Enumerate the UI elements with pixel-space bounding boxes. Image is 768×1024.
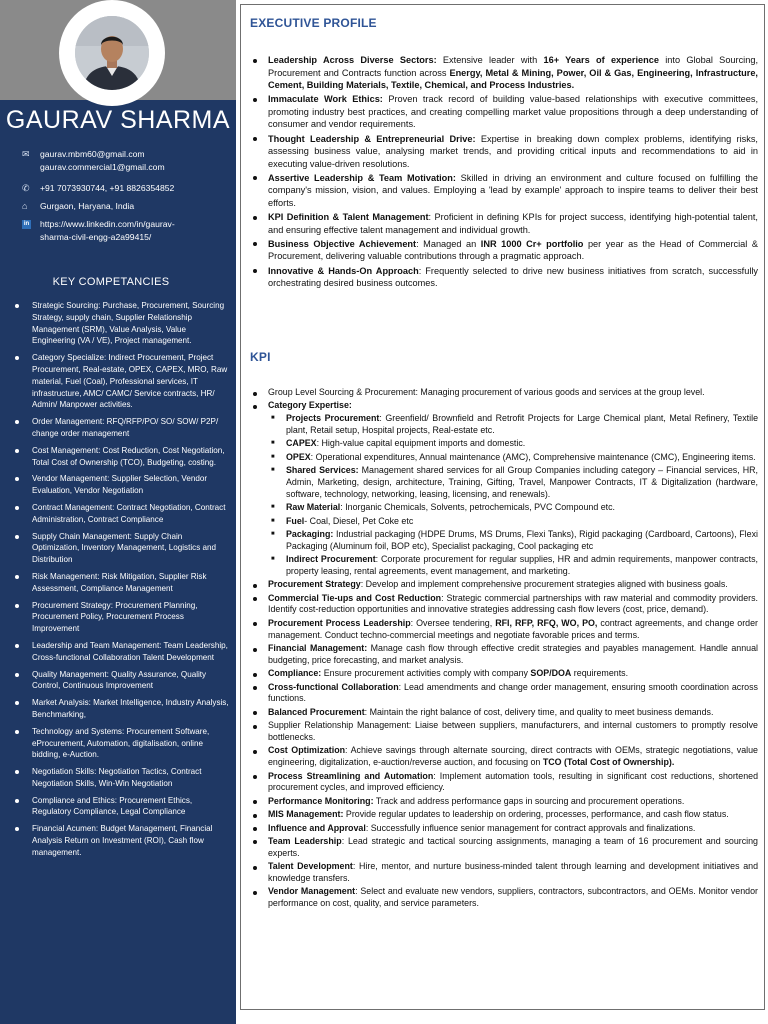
bold-text: Financial Management: xyxy=(268,643,368,654)
body-text: Provide regular updates to leadership on ordering, processes, performance, and cash flow status. xyxy=(343,809,729,820)
bold-text: Raw Material xyxy=(286,502,341,513)
bold-text: OPEX xyxy=(286,451,311,462)
bold-text: Procurement Process Leadership xyxy=(268,617,411,628)
kpi-bullet xyxy=(250,823,758,835)
category-item xyxy=(268,502,758,514)
kpi-bullet xyxy=(250,886,758,910)
body-text: - Coal, Diesel, Pet Coke etc xyxy=(304,515,414,526)
linkedin-icon: in xyxy=(23,221,30,227)
category-sublist xyxy=(268,413,758,578)
avatar-frame xyxy=(59,0,165,106)
bold-text: RFI, RFP, RFQ, WO, PO, xyxy=(495,617,598,628)
bold-text: Talent Development xyxy=(268,861,353,872)
bold-text: Team Leadership xyxy=(268,835,342,846)
linkedin-link-continued[interactable]: sharma-civil-engg-a2a99415/ xyxy=(40,232,152,242)
category-item xyxy=(268,413,758,437)
body-text: Manage cash flow through effective credit strategies and payables management. Handle annual budgeting, price forecasting, and market analysis. xyxy=(268,643,758,665)
profile-bullet xyxy=(250,238,758,263)
body-text: Extensive leader with xyxy=(436,55,544,65)
executive-profile-list xyxy=(250,54,758,291)
profile-bullet xyxy=(250,133,758,171)
competencies-heading: KEY COMPETANCIES xyxy=(52,276,170,288)
contact-block xyxy=(22,148,227,249)
body-text: : Managed an xyxy=(416,238,481,249)
kpi-bullet xyxy=(250,720,758,744)
bold-text: Cross-functional Collaboration xyxy=(268,681,399,692)
body-text: : Proficient in defining KPIs for project success, identifying high-potential talent, and ensuring effective talent management and individual growth. xyxy=(268,212,758,235)
body-text: : Develop and implement comprehensive procurement strategies aligned with business goals. xyxy=(360,579,728,590)
competency-item: Supply Chain Management: Supply Chain Optimization, Inventory Management, Logistics and Distribution xyxy=(14,531,230,566)
phone-number: +91 7073930744, +91 8826354852 xyxy=(40,183,175,193)
competency-item: Cost Management: Cost Reduction, Cost Negotiation, Total Cost of Ownership (TCO), Budgeting, costing. xyxy=(14,445,230,469)
profile-bullet xyxy=(250,172,758,210)
contact-location-row xyxy=(22,200,227,213)
competency-item: Strategic Sourcing: Purchase, Procurement, Sourcing Strategy, supply chain, Supplier Relationship Management (SRM), Value Analysis, Value Engineering (VA / VE), Project management. xyxy=(14,300,230,347)
body-text: Expertise in breaking down complex problems, identifying risks, assessing business value, analysing market trends, and providing critical inputs and recommendations to aid in executing value-driven resolutions. xyxy=(268,133,758,169)
body-text: Supplier Relationship Management: Liaise between suppliers, manufacturers, and internal customers to promptly resolve bottlenecks. xyxy=(268,720,758,743)
competency-item: Contract Management: Contract Negotiation, Contract Administration, Contract Compliance xyxy=(14,502,230,526)
category-item xyxy=(268,516,758,528)
profile-bullet xyxy=(250,93,758,131)
competency-item: Category Specialize: Indirect Procurement, Project Procurement, Real-estate, OPEX, CAPEX, MRO, Raw material, Fuel (Coal), Professional services, IT infrastructure, AMC/ CAMC/ Service contracts, HR/ Admin/ Manpower activities. xyxy=(14,352,230,411)
competencies-list xyxy=(14,300,230,864)
kpi-bullet xyxy=(250,771,758,795)
main-content xyxy=(240,4,765,1010)
bold-text: Projects Procurement xyxy=(286,413,380,424)
body-text: : Implement automation tools, resulting in significant cost reductions, shortened procurement cycles, and improved efficiency. xyxy=(268,770,759,793)
home-icon: ⌂ xyxy=(22,201,28,211)
body-text: : Inorganic Chemicals, Solvents, petrochemicals, PVC Compound etc. xyxy=(340,502,616,513)
body-text: Track and address performance gaps in sourcing and procurement operations. xyxy=(373,795,685,806)
bold-text: Fuel xyxy=(286,515,305,526)
profile-bullet xyxy=(250,265,758,290)
competency-item: Market Analysis: Market Intelligence, Industry Analysis, Benchmarking, xyxy=(14,697,230,721)
body-text: : Lead strategic and tactical sourcing assignments, managing a team of 16 procurement and sourcing experts. xyxy=(268,835,758,858)
kpi-bullet xyxy=(250,861,758,885)
kpi-bullet xyxy=(250,593,758,617)
body-text: Industrial packaging (HDPE Drums, MS Drums, Flexi Tanks), Rigid packaging (Cardboard, Cartoons), Flexi Packaging (Aluminum foil, BOP etc), Specialist packaging, Cool packaging etc xyxy=(286,528,758,551)
bold-text: MIS Management: xyxy=(268,809,344,820)
kpi-bullet xyxy=(250,707,758,719)
body-text: : High-value capital equipment imports and domestic. xyxy=(316,438,526,449)
body-text: requirements. xyxy=(571,668,629,679)
kpi-heading: KPI xyxy=(250,350,271,364)
kpi-bullet xyxy=(250,809,758,821)
category-item xyxy=(268,452,758,464)
body-text: : Hire, mentor, and nurture business-minded talent through learning and development initiatives and knowledge transfers. xyxy=(268,861,759,883)
kpi-bullet xyxy=(250,618,758,642)
bold-text: Energy, Metal & Mining, Power, Oil & Gas, Engineering, Infrastructure, Cement, Building Materials, Textile, Chemical, and Process Industries. xyxy=(268,67,758,91)
bold-text: Influence and Approval xyxy=(268,822,366,833)
body-text: : Select and evaluate new vendors, suppliers, contractors, subcontractors, and OEMs. Monitor vendor performance on cost, quality, and service parameters. xyxy=(268,886,758,909)
bold-text: Thought Leadership & Entrepreneurial Drive: xyxy=(268,133,476,144)
bold-text: Packaging: xyxy=(286,528,334,539)
bold-text: KPI Definition & Talent Management xyxy=(268,212,429,223)
bold-text: Performance Monitoring: xyxy=(268,795,374,806)
contact-phone-row xyxy=(22,182,227,195)
competency-item: Leadership and Team Management: Team Leadership, Cross-functional Collaboration Talent Development xyxy=(14,640,230,664)
bold-text: Category Expertise: xyxy=(268,400,352,411)
body-text: Management shared services for all Group Companies including category – Financial services, HR, Admin, Marketing, design, architecture, Training, Gifting, Travel, Manpower Contracts, IT & Digitalization (hardware, software, technology, networking, leasing, licensing, and renewals). xyxy=(286,465,758,499)
kpi-bullet xyxy=(250,745,758,769)
bold-text: Indirect Procurement xyxy=(286,554,376,565)
body-text: Proven track record of building value-based relationships with executive committees, promoting industry best practices, and creating compelling market value propositions through a deep understanding of consumer and vendor requirements. xyxy=(268,94,758,130)
body-text: Group Level Sourcing & Procurement: Managing procurement of various goods and services at the group level. xyxy=(268,387,705,397)
body-text: Skilled in driving an environment and culture focused on fulfilling the company's mission, vision, and values. Employing a 'lead by example' approach to inspire teams to deliver their best efforts. xyxy=(268,172,758,209)
competency-item: Negotiation Skills: Negotiation Tactics, Contract Negotiation Skills, Win-Win Negotiation xyxy=(14,766,230,790)
bold-text: Procurement Strategy xyxy=(268,579,361,590)
linkedin-link[interactable]: https://www.linkedin.com/in/gaurav- xyxy=(40,219,175,229)
bold-text: Innovative & Hands-On Approach xyxy=(268,265,419,276)
envelope-icon: ✉ xyxy=(22,149,30,159)
body-text: : Operational expenditures, Annual maintenance (AMC), Comprehensive maintenance (CMC), Engineering items. xyxy=(310,451,756,462)
bold-text: SOP/DOA xyxy=(530,668,572,679)
body-text: : Lead amendments and change order management, ensuring smooth coordination across functions. xyxy=(268,681,758,704)
kpi-bullet xyxy=(250,836,758,860)
bold-text: CAPEX xyxy=(286,438,317,449)
bold-text: TCO (Total Cost of Ownership). xyxy=(542,757,675,768)
body-text: : Frequently selected to drive new business initiatives from scratch, successfully orchestrating desired business outcomes. xyxy=(268,265,758,289)
body-text: : Strategic commercial partnerships with raw material and commodity providers. Identify cost-reduction opportunities and innovative strategies addressing cash flow levers (cost, price, demand). xyxy=(268,592,759,615)
category-item xyxy=(268,529,758,553)
bold-text: Compliance: xyxy=(268,668,322,679)
body-text: : Achieve savings through alternate sourcing, direct contracts with OEMs, strategic negotiations, value engineering, digitalization, e-auction/reverse auction, and focusing on xyxy=(268,745,758,768)
competency-item: Vendor Management: Supplier Selection, Vendor Evaluation, Vendor Negotiation xyxy=(14,473,230,497)
bold-text: Business Objective Achievement xyxy=(268,238,417,249)
executive-profile-heading: EXECUTIVE PROFILE xyxy=(250,16,377,30)
body-text: contract agreements, and change order management. Conduct techno-commercial meetings and negotiate favorable prices and terms. xyxy=(268,617,758,640)
bold-text: Commercial Tie-ups and Cost Reduction xyxy=(268,592,442,603)
kpi-bullet xyxy=(250,579,758,591)
body-text: : Oversee tendering, xyxy=(410,617,496,628)
kpi-bullet xyxy=(250,796,758,808)
bold-text: Cost Optimization xyxy=(268,745,346,756)
bold-text: Immaculate Work Ethics: xyxy=(268,94,383,105)
bold-text: 16+ Years of experience xyxy=(543,55,659,65)
kpi-bullet xyxy=(250,643,758,667)
kpi-bullet xyxy=(250,682,758,706)
kpi-bullet xyxy=(250,668,758,680)
profile-bullet xyxy=(250,211,758,236)
category-item xyxy=(268,465,758,500)
bold-text: Vendor Management xyxy=(268,886,356,897)
body-text: : Maintain the right balance of cost, delivery time, and quality to meet business demands. xyxy=(364,706,714,717)
competency-item: Compliance and Ethics: Procurement Ethics, Regulatory Compliance, Legal Compliance xyxy=(14,795,230,819)
body-text: : Greenfield/ Brownfield and Retrofit Projects for Large Chemical plant, Metal Refinery, Textile plant, Retail setup, Hospital projects, Real-estate etc. xyxy=(286,413,759,435)
competency-item: Procurement Strategy: Procurement Planning, Procurement Policy, Procurement Process Improvement xyxy=(14,600,230,635)
email-link-secondary[interactable]: gaurav.commercial1@gmail.com xyxy=(40,162,165,172)
email-link-primary[interactable]: gaurav.mbm60@gmail.com xyxy=(40,149,145,159)
body-text: : Corporate procurement for regular supplies, HR and admin requirements, manpower contracts, property leasing, rental agreements, event management, and marketing. xyxy=(286,554,758,576)
body-text: per year as the Head of Commercial & Procurement, delivering valuable contributions through a pragmatic approach. xyxy=(268,238,758,262)
body-text: : Successfully influence senior management for contract approvals and finalizations. xyxy=(365,822,696,833)
person-photo-icon xyxy=(75,16,149,90)
contact-email-row xyxy=(22,148,227,174)
bold-text: Assertive Leadership & Team Motivation: xyxy=(268,172,456,183)
body-text: into Global Sourcing, Procurement and Contracts function across xyxy=(268,55,758,78)
contact-linkedin-row xyxy=(22,218,227,244)
kpi-bullet xyxy=(250,387,758,399)
candidate-name: GAURAV SHARMA xyxy=(5,106,231,134)
location-text: Gurgaon, Haryana, India xyxy=(40,201,135,211)
category-item xyxy=(268,554,758,578)
kpi-bullet xyxy=(250,400,758,577)
category-item xyxy=(268,438,758,450)
competency-item: Quality Management: Quality Assurance, Quality Control, Continuous Improvement xyxy=(14,669,230,693)
competency-item: Risk Management: Risk Mitigation, Supplier Risk Assessment, Compliance Management xyxy=(14,571,230,595)
profile-bullet xyxy=(250,54,758,92)
sidebar xyxy=(0,0,236,1024)
competency-item: Order Management: RFQ/RFP/PO/ SO/ SOW/ P2P/ change order management xyxy=(14,416,230,440)
avatar xyxy=(75,16,149,90)
competency-item: Technology and Systems: Procurement Software, eProcurement, Automation, digitalisation, online bidding, e-Auction. xyxy=(14,726,230,761)
kpi-list xyxy=(250,387,758,912)
bold-text: INR 1000 Cr+ portfolio xyxy=(480,238,584,249)
phone-icon: ✆ xyxy=(22,183,30,193)
competency-item: Financial Acumen: Budget Management, Financial Analysis Return on Investment (ROI), Cash flow management. xyxy=(14,823,230,858)
bold-text: Balanced Procurement xyxy=(268,706,365,717)
bold-text: Shared Services: xyxy=(286,465,359,476)
bold-text: Process Streamlining and Automation xyxy=(268,770,434,781)
bold-text: Leadership Across Diverse Sectors: xyxy=(268,55,437,65)
body-text: Ensure procurement activities comply with company xyxy=(321,668,531,679)
